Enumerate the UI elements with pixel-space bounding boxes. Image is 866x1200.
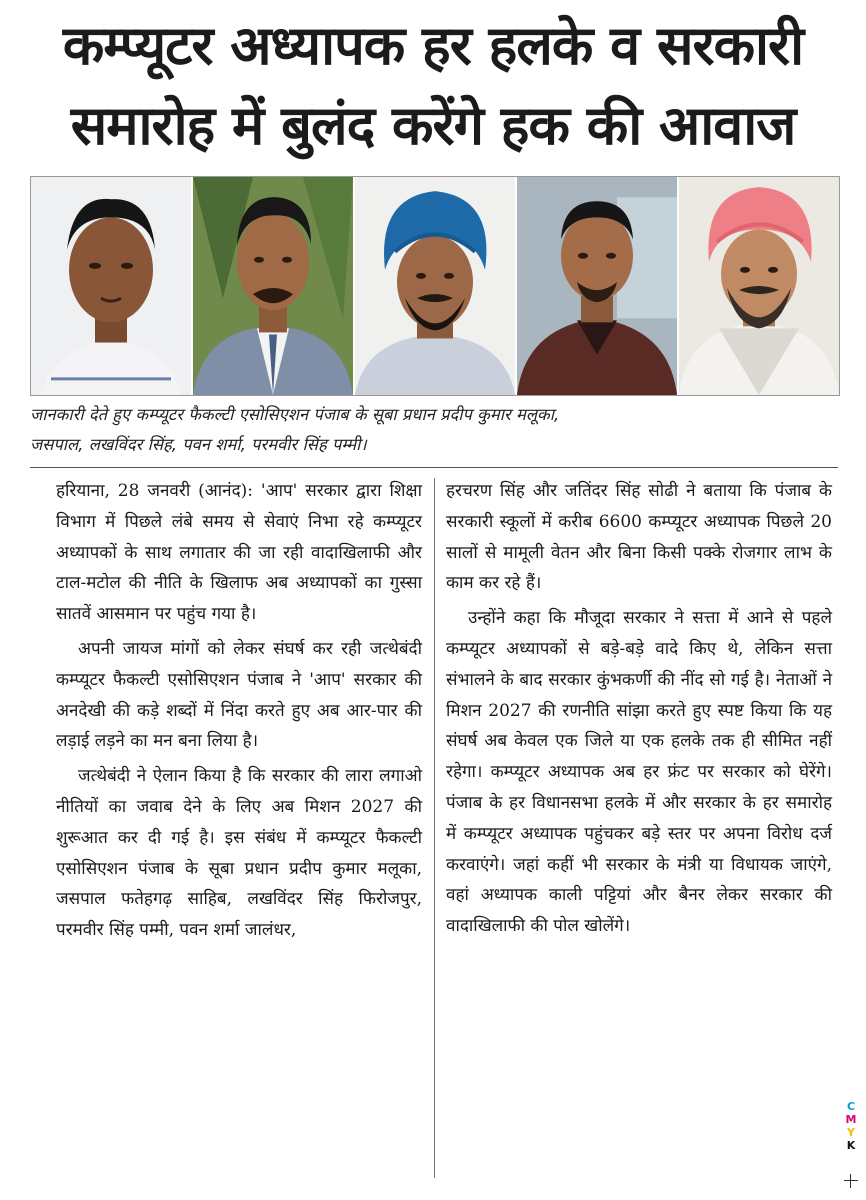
cmyk-y: Y: [847, 1126, 855, 1139]
article-paragraph: अपनी जायज मांगों को लेकर संघर्ष कर रही जत्थेबंदी कम्प्यूटर फैकल्टी एसोसिएशन पंजाब ने 'आप' सरकार की अनदेखी की कड़े शब्दों में निंदा करते हुए अब आर-पार की लड़ाई लड़ने का मन बना लिया है।: [56, 638, 422, 752]
portrait-photo-4: [517, 177, 679, 395]
portrait-photo-2: [193, 177, 355, 395]
caption-divider: [30, 467, 838, 468]
photo-caption: [30, 400, 838, 460]
headline-line-1: कम्प्यूटर अध्यापक हर हलके व सरकारी: [62, 14, 804, 77]
headline: [10, 6, 856, 166]
cmyk-k: K: [846, 1139, 856, 1152]
article-paragraph: जत्थेबंदी ने ऐलान किया है कि सरकार की लारा लगाओ नीतियों का जवाब देने के लिए अब मिशन 2027 की शुरूआत कर दी गई है। इस संबंध में कम्प्यूटर फैकल्टी एसोसिएशन पंजाब के सूबा प्रधान प्रदीप कुमार मलूका, जसपाल फतेहगढ़ साहिब, लखविंदर सिंह फिरोजपुर, परमवीर सिंह पम्मी, पवन शर्मा जालंधर,: [56, 766, 422, 941]
cmyk-print-mark: [840, 1100, 862, 1152]
cmyk-c: C: [846, 1100, 856, 1113]
caption-line-1: जानकारी देते हुए कम्प्यूटर फैकल्टी एसोसिएशन पंजाब के सूबा प्रधान प्रदीप कुमार मलूका,: [30, 405, 560, 424]
headline-line-2: समारोह में बुलंद करेंगे हक की आवाज: [70, 94, 796, 157]
article-column-left: [56, 476, 422, 950]
article-paragraph: उन्होंने कहा कि मौजूदा सरकार ने सत्ता में आने से पहले कम्प्यूटर अध्यापकों से बड़े-बड़े वादे किए थे, लेकिन सत्ता संभालने के बाद सरकार कुंभकर्णी की नींद सो गई है। नेताओं ने मिशन 2027 की रणनीति सांझा करते हुए स्पष्ट किया कि यह संघर्ष अब केवल एक जिले या एक हलके तक ही सीमित नहीं रहेगा। कम्प्यूटर अध्यापक अब हर फ्रंट पर सरकार को घेरेंगे। पंजाब के हर विधानसभा हलके में और सरकार के हर समारोह में कम्प्यूटर अध्यापक पहुंचकर बड़े स्तर पर अपना विरोध दर्ज करवाएंगे। जहां कहीं भी सरकार के मंत्री या विधायक जाएंगे, वहां अध्यापक काली पट्टियां और बैनर लेकर सरकार की वादाखिलाफी की पोल खोलेंगे।: [446, 608, 832, 937]
portrait-photo-3: [355, 177, 517, 395]
article-column-right: [446, 476, 832, 946]
caption-line-2: जसपाल, लखविंदर सिंह, पवन शर्मा, परमवीर सिंह पम्मी।: [30, 435, 367, 454]
cmyk-m: M: [845, 1113, 857, 1126]
portrait-photo-1: [31, 177, 193, 395]
portrait-photo-5: [679, 177, 839, 395]
article-paragraph: हरियाना, 28 जनवरी (आनंद): 'आप' सरकार द्वारा शिक्षा विभाग में पिछले लंबे समय से सेवाएं निभा रहे कम्प्यूटर अध्यापकों के साथ लगातार की जा रही वादाखिलाफी और टाल-मटोल की नीति के खिलाफ अब अध्यापकों का गुस्सा सातवें आसमान पर पहुंच गया है।: [56, 481, 422, 625]
photo-strip: [30, 176, 840, 396]
article-paragraph: हरचरण सिंह और जतिंदर सिंह सोढी ने बताया कि पंजाब के सरकारी स्कूलों में करीब 6600 कम्प्यूटर अध्यापक पिछले 20 सालों से मामूली वेतन और बिना किसी पक्के रोजगार लाभ के काम कर रहे हैं।: [446, 481, 832, 594]
column-divider: [434, 478, 435, 1178]
crop-mark-icon: [844, 1174, 858, 1188]
